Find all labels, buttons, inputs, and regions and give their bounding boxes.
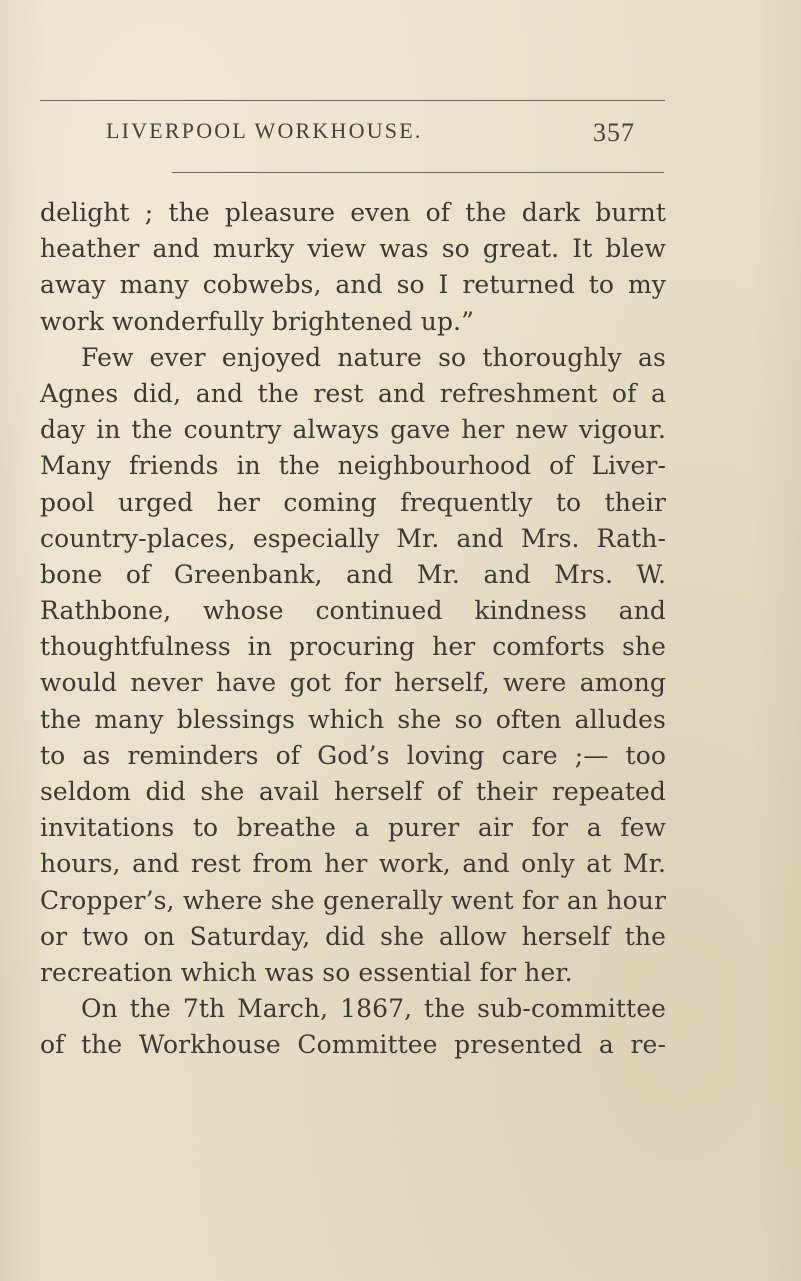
text-line: delight ; the pleasure even of the dark burnt	[40, 198, 666, 227]
text-line: work wonderfully brightened up.”	[40, 306, 474, 336]
text-line: Many friends in the neighbourhood of Liver-	[40, 451, 666, 481]
text-line: seldom did she avail herself of their repeated	[40, 777, 666, 806]
text-line: of the Workhouse Committee presented a re-	[40, 1030, 666, 1060]
running-title: LIVERPOOL WORKHOUSE.	[106, 118, 423, 143]
text-line: thoughtfulness in procuring her comforts she	[40, 632, 666, 662]
text-line: pool urged her coming frequently to their	[40, 487, 666, 517]
text-line: Cropper’s, where she generally went for an hour	[40, 885, 666, 915]
text-line: invitations to breathe a purer air for a few	[40, 813, 666, 843]
text-line: to as reminders of God’s loving care ;— too	[40, 740, 666, 770]
text-line: country-places, especially Mr. and Mrs. Rath-	[40, 523, 666, 553]
text-line: On the 7th March, 1867, the sub-committee	[81, 994, 666, 1024]
body-text	[40, 195, 666, 1064]
text-line: Agnes did, and the rest and refreshment of a	[40, 378, 666, 408]
header-rule-bottom	[172, 172, 664, 173]
text-line: Rathbone, whose continued kindness and	[40, 596, 666, 626]
text-line: bone of Greenbank, and Mr. and Mrs. W.	[40, 559, 666, 589]
page-number: 357	[593, 118, 635, 147]
running-head	[0, 118, 801, 158]
text-line: recreation which was so essential for her.	[40, 957, 573, 987]
text-line: heather and murky view was so great. It blew	[40, 234, 666, 264]
text-line: day in the country always gave her new vigour.	[40, 415, 666, 445]
text-line: away many cobwebs, and so I returned to my	[40, 270, 666, 300]
text-line: the many blessings which she so often alludes	[40, 704, 666, 734]
header-rule-top	[40, 100, 665, 101]
text-line: or two on Saturday, did she allow herself the	[40, 921, 666, 951]
text-line: would never have got for herself, were among	[40, 668, 666, 698]
text-line: hours, and rest from her work, and only at Mr.	[40, 849, 666, 879]
text-line: Few ever enjoyed nature so thoroughly as	[81, 342, 666, 372]
